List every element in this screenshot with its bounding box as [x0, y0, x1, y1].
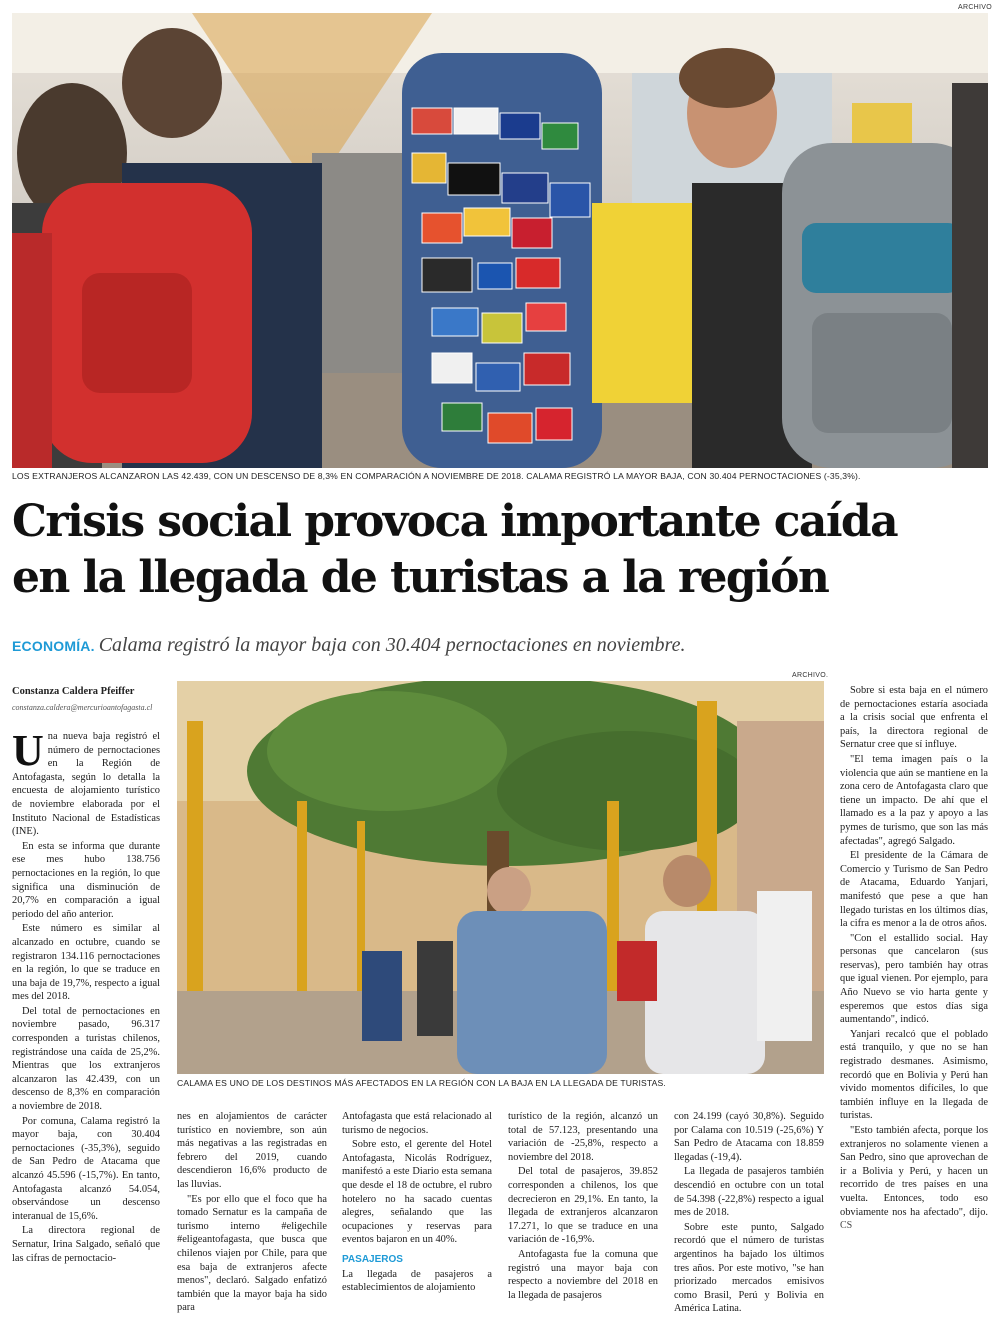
paragraph: "Con el estallido social. Hay personas que cancelaron (sus reservas), pero también hay otras que igual vienen. Por ejemplo, para Año Nuevo se vio harta gente y esperemos que estos días siga aumentando", indicó.	[840, 932, 988, 1026]
paragraph: con 24.199 (cayó 30,8%). Seguido por Calama con 10.519 (-25,6%) Y San Pedro de Atacama con 18.859 llegadas (-19,4).	[674, 1111, 824, 1163]
paragraph: El presidente de la Cámara de Comercio y Turismo de San Pedro de Atacama, Eduardo Yanjari, manifestó que pese a que han llegado turistas en los últimos días, la cifra es menor a la de otros años.	[840, 850, 988, 930]
paragraph: La directora regional de Sernatur, Irina Salgado, señaló que las cifras de pernoctacio-	[12, 1225, 160, 1264]
paragraph: La llegada de pasajeros a establecimientos de alojamiento	[342, 1268, 492, 1294]
deck	[12, 634, 685, 657]
top-photo-backpackers	[12, 13, 988, 468]
paragraph: Del total de pernoctaciones en noviembre pasado, 96.317 corresponden a turistas chilenos, registrándose una caída de 25,2%. Mientras que los extranjeros alcanzaron las 42.439, con un descenso de 8,3% en comparación a noviembre de 2018.	[12, 1005, 160, 1113]
paragraph: "El tema imagen país o la violencia que aún se mantiene en la zona cero de Antofagasta claro que tiene un impacto. De ahí que el llamado es a la paz y apoyo a las pymes de turismo, que son las más afectadas", agregó Salgado.	[840, 753, 988, 847]
article-column-5	[674, 1110, 824, 1342]
top-photo-credit: ARCHIVO	[958, 4, 992, 11]
byline-email[interactable]: constanza.caldera@mercurioantofagasta.cl	[12, 703, 153, 712]
paragraph: Sobre este punto, Salgado recordó que el número de turistas argentinos ha bajado los últimos tres años. Por este motivo, "se han priorizado mercados emisivos como Brasil, Perú y Bolivia en América Latina.	[674, 1221, 824, 1315]
deck-subtitle: Calama registró la mayor baja con 30.404 pernoctaciones en noviembre.	[98, 634, 686, 656]
paragraph: "Es por ello que el foco que ha tomado Sernatur es la campaña de turismo interno #eligechile #eligeantofagasta, que busca que chilenos viajen por Chile, para que esa baja de extranjeros afecte menos", declaró. Salgado enfatizó también que la mayor baja ha sido para	[177, 1193, 327, 1314]
paragraph: La llegada de pasajeros también descendió en octubre con un total de 54.398 (-22,8%) respecto a igual mes de 2018.	[674, 1166, 824, 1219]
paragraph: Este número es similar al alcanzado en octubre, cuando se registraron 134.116 pernoctaciones en la región, lo que se traduce en una baja de 19,7%, respecto a igual mes del 2018.	[12, 923, 160, 1003]
top-photo-caption: LOS EXTRANJEROS ALCANZARON LAS 42.439, CON UN DESCENSO DE 8,3% EN COMPARACIÓN A NOVIEMBRE DE 2018. CALAMA REGISTRÓ LA MAYOR BAJA, CON 30.404 PERNOCTACIONES (-35,3%).	[12, 471, 861, 481]
paragraph: turístico de la región, alcanzó un total de 57.123, presentando una variación de -25,8%, respecto a noviembre del 2018.	[508, 1111, 658, 1163]
headline-line-1: Crisis social provoca importante caída	[12, 496, 898, 547]
paragraph: Yanjari recalcó que el poblado está tranquilo, y que no se han registrado desmanes. Asimismo, recordó que en Bolivia y Perú han vivido momentos difíciles, lo que también influye en la llegada de turistas.	[840, 1028, 988, 1122]
article-column-6	[840, 684, 988, 1342]
headline-line-2: en la llegada de turistas a la región	[12, 552, 829, 603]
paragraph: Sobre si esta baja en el número de pernoctaciones estaría asociada a la crisis social que enfrenta el país, la directora regional de Sernatur cree que sí influye.	[840, 685, 988, 751]
article-column-4	[508, 1110, 658, 1342]
section-label: ECONOMÍA.	[12, 638, 95, 654]
end-mark-icon: CS	[840, 1220, 853, 1232]
paragraph: Una nueva baja registró el número de pernoctaciones en la Región de Antofagasta, según lo detalla la encuesta de alojamiento turístico de noviembre elaborada por el Instituto Nacional de Estadísticas (INE).	[12, 730, 160, 838]
byline-author: Constanza Caldera Pfeiffer	[12, 686, 135, 697]
second-photo-credit: ARCHIVO.	[792, 672, 829, 679]
second-photo-calama-street	[177, 681, 824, 1074]
paragraph: Por comuna, Calama registró la mayor baja, con 30.404 pernoctaciones (-35,3%), seguido de San Pedro de Atacama que alcanzó 45.596 (-15,7%). En tanto, Antofagasta alcanzó 54.054, observándose un descenso interanual de 15,6%.	[12, 1115, 160, 1222]
paragraph: Del total de pasajeros, 39.852 corresponden a chilenos, los que decrecieron en 29,1%. En tanto, la llegada de extranjeros alcanzaron 17.271, lo que se traduce en una variación de -16,9%.	[508, 1166, 658, 1246]
paragraph: Sobre esto, el gerente del Hotel Antofagasta, Nicolás Rodríguez, manifestó a este Diario esta semana que desde el 18 de octubre, el rubro hotelero no ha sacado cuentas alegres, señalando que las ocupaciones y reservas para eventos bajaron en un 40%.	[342, 1139, 492, 1246]
article-column-3	[342, 1110, 492, 1342]
second-photo-caption: CALAMA ES UNO DE LOS DESTINOS MÁS AFECTADOS EN LA REGIÓN CON LA BAJA EN LA LLEGADA DE TURISTAS.	[177, 1078, 666, 1088]
article-column-1	[12, 730, 160, 1342]
headline	[12, 494, 992, 606]
paragraph: nes en alojamientos de carácter turístico en noviembre, son aún más negativas a las registradas en febrero del 2019, cuando descendieron 16,6% producto de las lluvias.	[177, 1111, 327, 1190]
paragraph: "Esto también afecta, porque los extranjeros no solamente vienen a San Pedro, sino que aprovechan de ir a Bolivia y Perú, y hacen un recorrido de tres países en una vuelta. Entonces, todo eso obviamente nos ha afectado", dijo. CS	[840, 1125, 988, 1232]
article-column-2	[177, 1110, 327, 1342]
paragraph: Antofagasta fue la comuna que registró una mayor baja con respecto a noviembre del 2018 en la llegada de pasajeros	[508, 1248, 658, 1301]
drop-cap: U	[12, 730, 44, 775]
paragraph: En esta se informa que durante ese mes hubo 138.756 pernoctaciones en la región, lo que significa una disminución de 20,7% en comparación a igual periodo del año anterior.	[12, 840, 160, 920]
paragraph: Antofagasta que está relacionado al turismo de negocios.	[342, 1111, 492, 1136]
subhead-pasajeros: PASAJEROS	[342, 1253, 403, 1265]
